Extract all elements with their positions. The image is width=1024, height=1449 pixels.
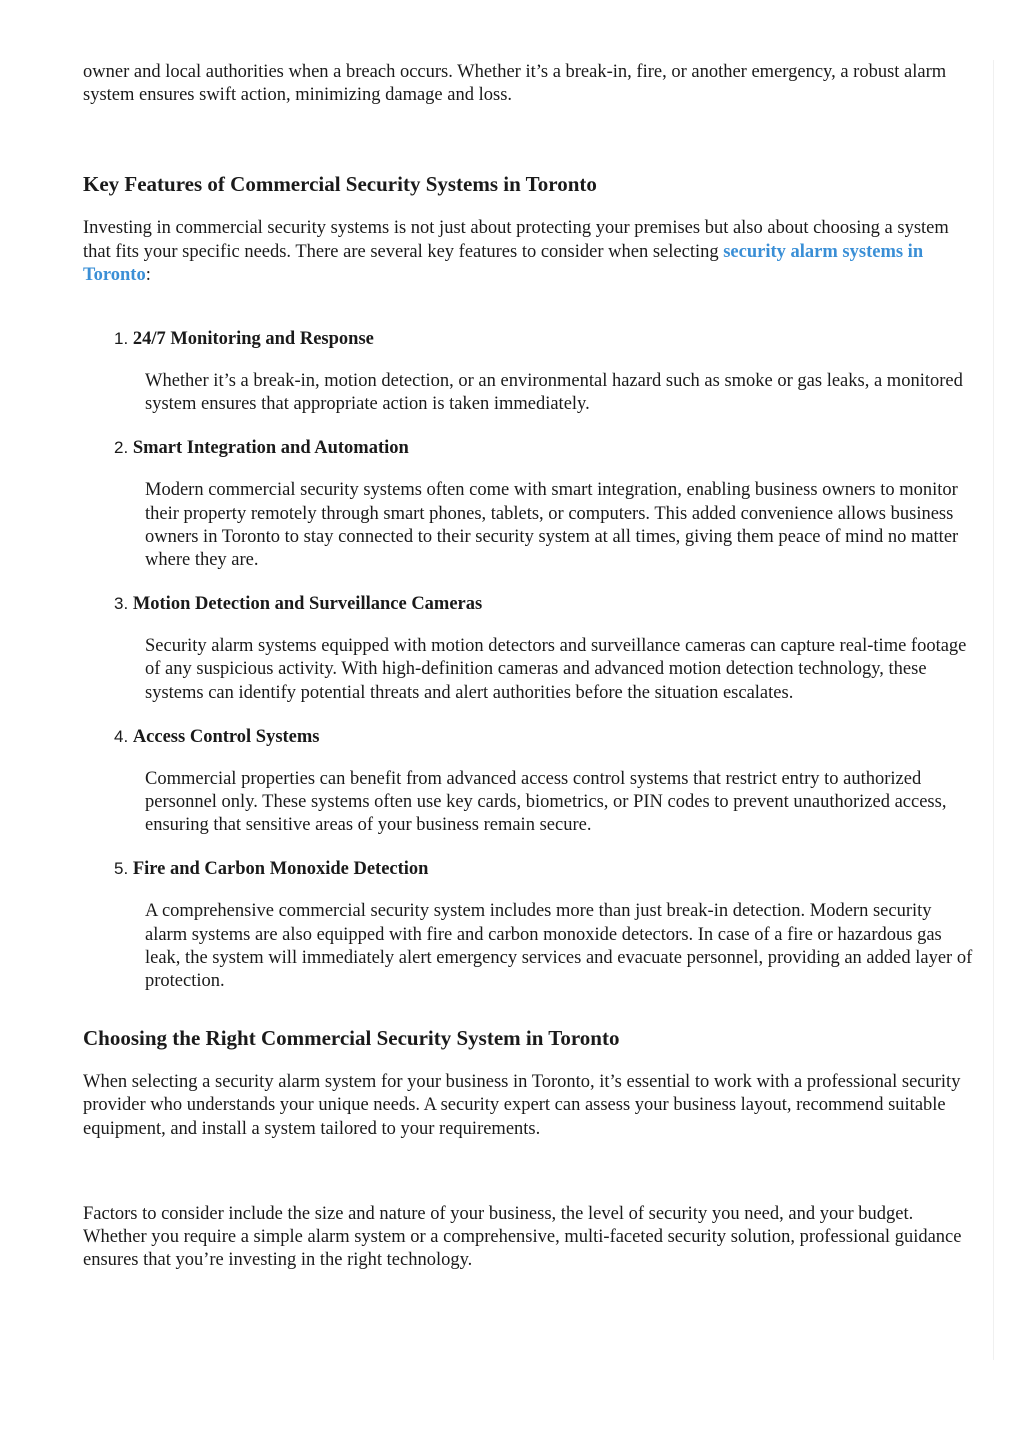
page-edge-divider (993, 60, 994, 1360)
feature-item-header (114, 725, 973, 749)
features-heading: Key Features of Commercial Security Systems in Toronto (83, 172, 597, 197)
feature-item (83, 725, 973, 838)
feature-item-number: 2. (114, 438, 129, 458)
choosing-paragraph: When selecting a security alarm system for your business in Toronto, it’s essential to work with a professional security provider who understands your unique needs. A security expert can assess your business layout, recommend suitable equipment, and install a system tailored to your requirements. (83, 1072, 961, 1139)
article-content (83, 61, 973, 1272)
features-list (83, 327, 973, 993)
feature-item-number: 5. (114, 859, 129, 879)
feature-item-number: 4. (114, 726, 129, 746)
feature-item-header (114, 436, 973, 460)
security-alarm-systems-link[interactable]: security alarm systems in Toronto (83, 241, 924, 285)
feature-item-body: Whether it’s a break-in, motion detection, or an environmental hazard such as smoke or gas leaks, a monitored system ensures that appropriate action is taken immediately. (145, 371, 963, 415)
choosing-heading: Choosing the Right Commercial Security System in Toronto (83, 1026, 620, 1051)
intro-paragraph: owner and local authorities when a breach occurs. Whether it’s a break-in, fire, or another emergency, a robust alarm system ensures swift action, minimizing damage and loss. (83, 62, 947, 106)
feature-item (83, 327, 973, 416)
feature-item-title: Motion Detection and Surveillance Cameras (132, 594, 483, 615)
feature-item-body: A comprehensive commercial security system includes more than just break-in detection. Modern security alarm systems are also equipped with fire and carbon monoxide detectors. In case of a fire or hazardous gas leak, the system will immediately alert emergency services and evacuate personnel, providing an added layer of protection. (145, 901, 973, 992)
features-intro-text: Investing in commercial security systems is not just about protecting your premises but also about choosing a system that fits your specific needs. There are several key features to consider when selecting (83, 218, 949, 262)
feature-item-title: Smart Integration and Automation (132, 438, 409, 459)
feature-item-title: 24/7 Monitoring and Response (132, 329, 374, 350)
features-intro-colon: : (145, 264, 151, 285)
feature-item-title: Access Control Systems (132, 726, 320, 747)
feature-item-body: Modern commercial security systems often come with smart integration, enabling business owners to monitor their property remotely through smart phones, tablets, or computers. This added convenience allows business owners in Toronto to stay connected to their security system at all times, giving them peace of mind no matter where they are. (145, 480, 959, 571)
feature-item (83, 592, 973, 705)
factors-paragraph: Factors to consider include the size and nature of your business, the level of security you need, and your budget. Whether you require a simple alarm system or a comprehensive, multi-faceted security solution, professional guidance ensures that you’re investing in the right technology. (83, 1203, 962, 1271)
feature-item (83, 857, 973, 993)
feature-item-body: Commercial properties can benefit from advanced access control systems that restrict entry to authorized personnel only. These systems often use key cards, biometrics, or PIN codes to prevent unauthorized access, ensuring that sensitive areas of your business remain secure. (145, 768, 947, 836)
features-intro-paragraph (83, 217, 973, 287)
feature-item-header (114, 327, 973, 351)
feature-item-number: 3. (114, 594, 129, 614)
feature-item-title: Fire and Carbon Monoxide Detection (132, 859, 429, 880)
feature-item-header (114, 857, 973, 881)
feature-item-body: Security alarm systems equipped with motion detectors and surveillance cameras can capture real-time footage of any suspicious activity. With high-definition cameras and advanced motion detection technology, these systems can identify potential threats and alert authorities before the situation escalates. (145, 636, 967, 703)
feature-item-header (114, 592, 973, 616)
feature-item-number: 1. (114, 329, 129, 349)
feature-item (83, 436, 973, 572)
